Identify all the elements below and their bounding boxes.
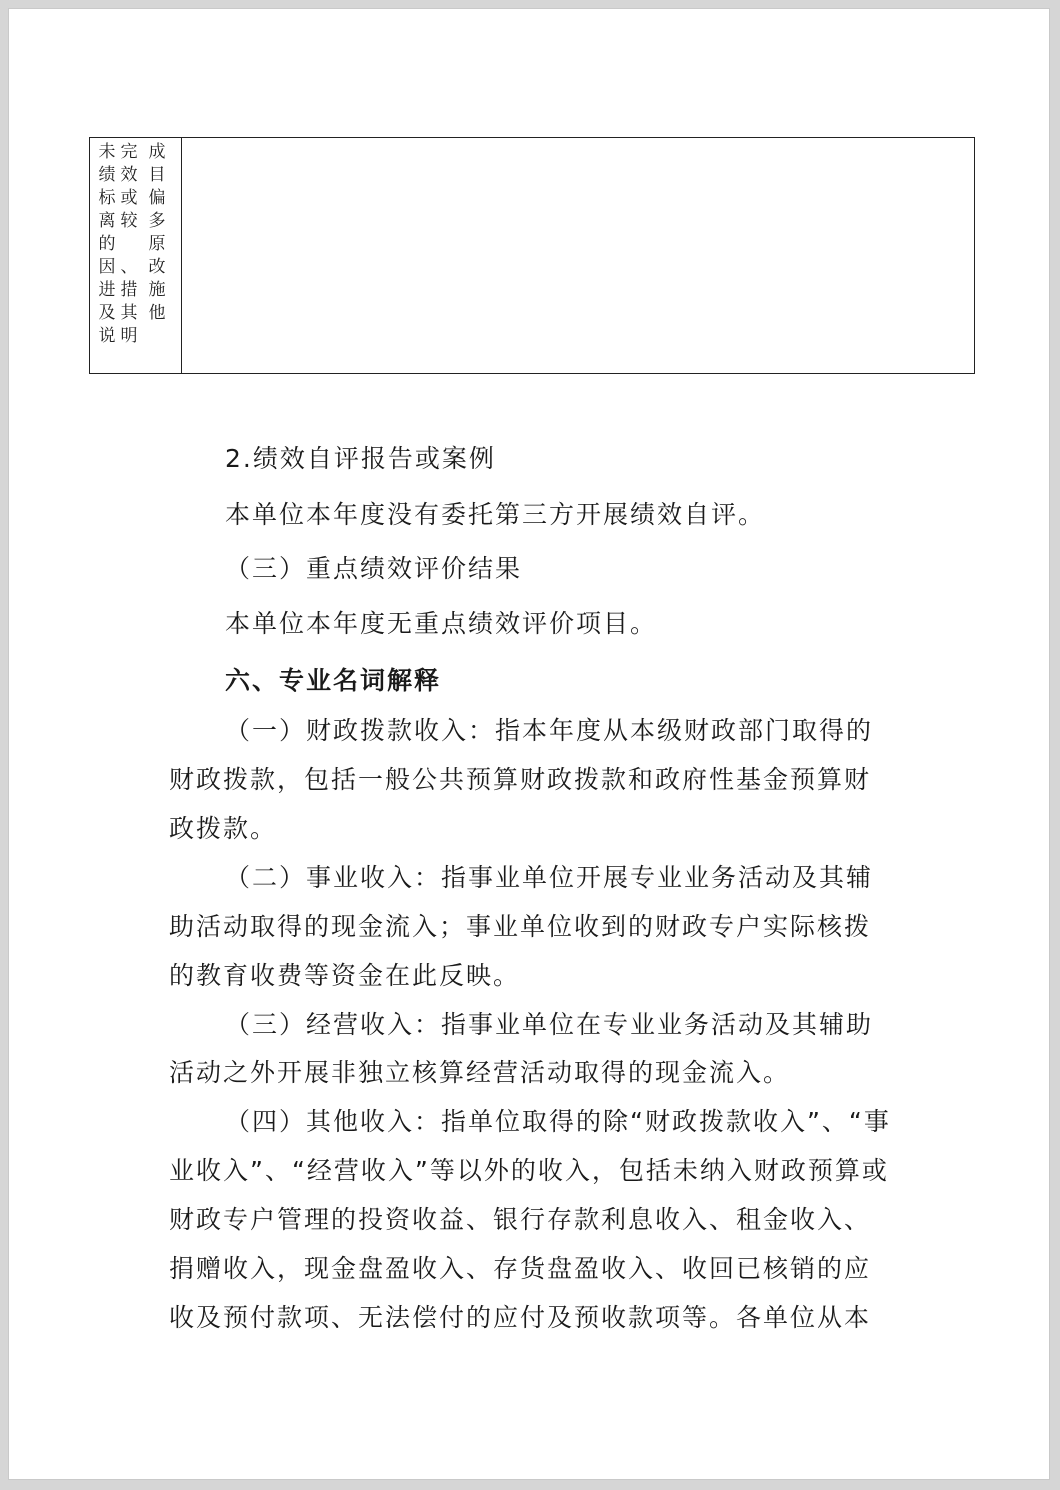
paragraph-3-line-1: （三）经营收入：指事业单位在专业业务活动及其辅助 [225,1010,874,1039]
table-content-cell [182,138,974,373]
paragraph-4-line-1: （四）其他收入：指单位取得的除“财政拨款收入”、“事 [225,1107,891,1136]
paragraph-4-line-5: 收及预付款项、无法偿付的应付及预收款项等。各单位从本 [169,1303,872,1332]
paragraph-4-line-4: 捐赠收入，现金盘盈收入、存货盘盈收入、收回已核销的应 [169,1254,872,1283]
table-label-cell [90,138,182,373]
section-2-body: 本单位本年度没有委托第三方开展绩效自评。 [225,500,766,529]
label-column-1: 未 绩 标 离 的 因 进 及 说 [98,142,116,346]
evaluation-table [89,137,975,374]
paragraph-4-line-3: 财政专户管理的投资收益、银行存款利息收入、租金收入、 [169,1205,872,1234]
paragraph-2-line-2: 助活动取得的现金流入；事业单位收到的财政专户实际核拨 [169,912,872,941]
section-3-body: 本单位本年度无重点绩效评价项目。 [225,609,658,638]
section-2-title: 2.绩效自评报告或案例 [225,444,496,473]
label-column-2: 完 效 或 较 、 措 其 明 [120,142,138,346]
paragraph-2-line-1: （二）事业收入：指事业单位开展专业业务活动及其辅 [225,863,874,892]
section-6-title: 六、专业名词解释 [225,666,442,695]
section-3-title: （三）重点绩效评价结果 [225,554,523,583]
paragraph-1-line-1: （一）财政拨款收入：指本年度从本级财政部门取得的 [225,716,874,745]
label-column-3: 成 目 偏 多 原 改 施 他 [148,142,166,323]
paragraph-3-line-2: 活动之外开展非独立核算经营活动取得的现金流入。 [169,1058,791,1087]
paragraph-1-line-3: 政拨款。 [169,814,278,843]
paragraph-2-line-3: 的教育收费等资金在此反映。 [169,961,521,990]
paragraph-4-line-2: 业收入”、“经营收入”等以外的收入，包括未纳入财政预算或 [169,1156,889,1185]
document-page [8,8,1050,1480]
paragraph-1-line-2: 财政拨款，包括一般公共预算财政拨款和政府性基金预算财 [169,765,872,794]
